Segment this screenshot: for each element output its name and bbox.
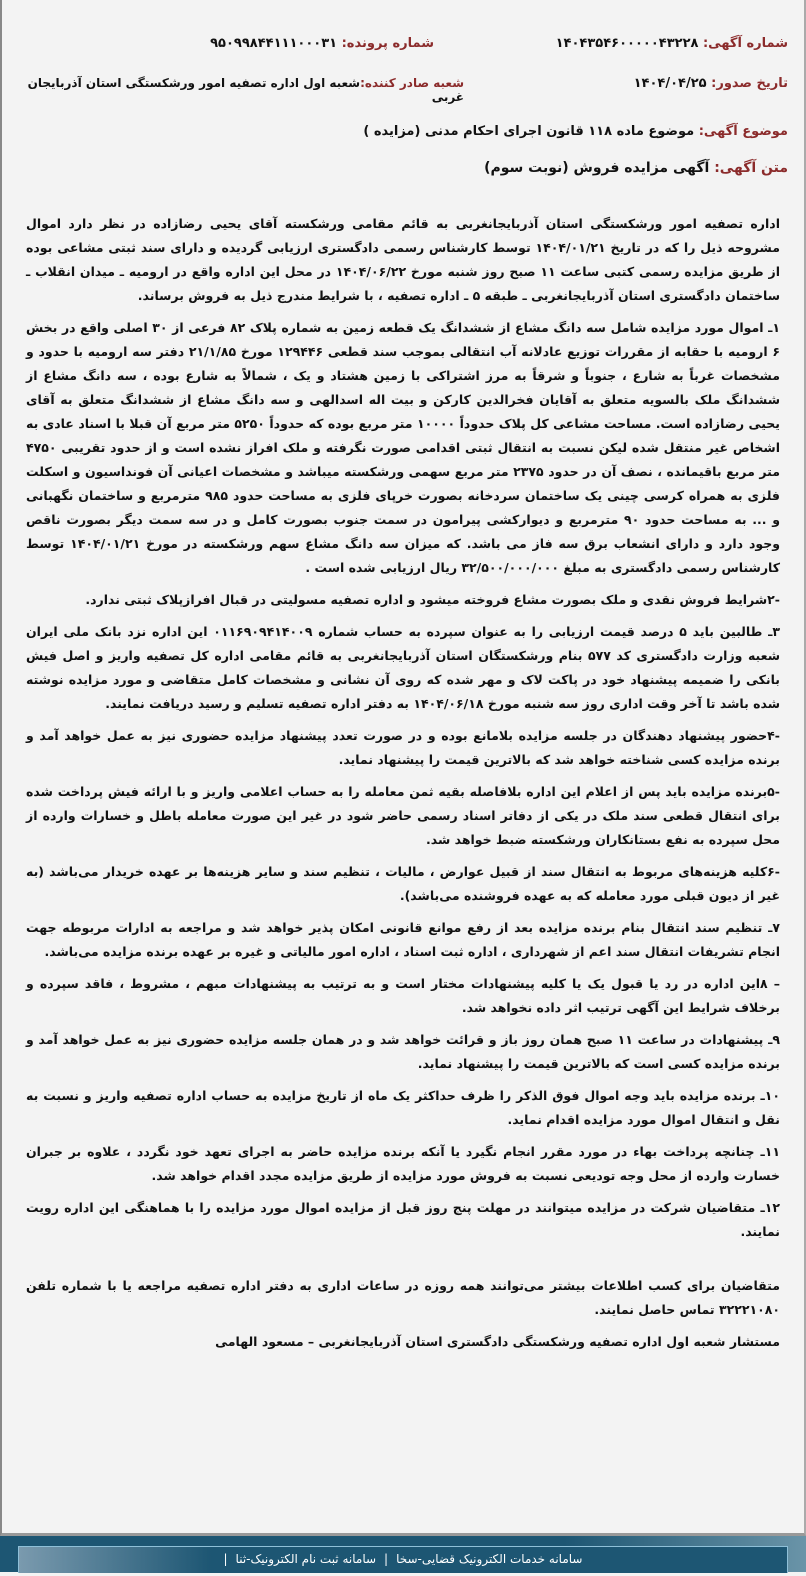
clause-8: – ۸این اداره در رد یا قبول یک یا کلیه پیشنهادات مختار است و به ترتیب به پیشنهادات مبهم ، مشروط ، فاقد سپرده و برخلاف شرایط این آگهی ترتیب اثر داده نخواهد شد. [26, 976, 780, 1015]
sakha-link[interactable]: سامانه خدمات الکترونیک قضایی-سخا [396, 1552, 583, 1566]
case-number-value: ۹۵۰۹۹۸۴۴۱۱۱۰۰۰۳۱ [210, 36, 338, 51]
clause-12: ۱۲ـ متقاضیان شرکت در مزایده میتوانند در مهلت پنج روز قبل از مزایده اموال مورد مزایده را با هماهنگی این اداره رویت نمایند. [26, 1200, 780, 1239]
issue-date-label: تاریخ صدور: [711, 76, 788, 91]
notice-title [484, 160, 788, 176]
sana-link[interactable]: سامانه ثبت نام الکترونیک-ثنا [235, 1552, 377, 1566]
clause-5: -۵برنده مزایده باید پس از اعلام این اداره بلافاصله بقیه ثمن معامله را به حساب اعلامی واریز و با ارائه فیش پرداخت شده برای انتقال قطعی سند ملک در یکی از دفاتر اسناد رسمی حاضر شود در غیر این صورت معامله باطل و خسارات وارده از محل سپرده به نفع بستانکاران ورشکسته ضبط خواهد شد. [26, 784, 780, 847]
signature: مستشار شعبه اول اداره تصفیه ورشکستگی دادگستری استان آذربایجانغربی – مسعود الهامی [215, 1334, 780, 1349]
footer-bar [0, 1536, 806, 1572]
issuer-label: شعبه صادر کننده: [360, 76, 464, 90]
clause-3: ۳ـ طالبین باید ۵ درصد قیمت ارزیابی را به عنوان سپرده به حساب شماره ۰۱۱۶۹۰۹۴۱۴۰۰۹ این اداره نزد بانک ملی ایران شعبه وزارت دادگستری کد ۵۷۷ بنام ورشکستگان استان آذربایجانغربی به قائم مقامی اداره کل تصفیه واریز و اصل فیش بانکی را ضمیمه پیشنهاد خود در پاکت لاک و مهر شده که روی آن نشانی و مشخصات کامل متقاضی و مورد مزایده نوشته شده باشد تا آخر وقت اداری روز سه شنبه مورخ ۱۴۰۴/۰۶/۱۸ به دفتر اداره تصفیه تسلیم و رسید دریافت نمایند. [26, 624, 781, 711]
intro-paragraph: اداره تصفیه امور ورشکستگی استان آذربایجانغربی به قائم مقامی ورشکسته آقای یحیی رضازاده در نظر دارد اموال مشروحه ذیل را که در تاریخ ۱۴۰۴/۰۱/۲۱ توسط کارشناس رسمی دادگستری ارزیابی گردیده و دارای سند ثبتی مشاعی بوده از طریق مزایده رسمی کتبی ساعت ۱۱ صبح روز شنبه مورخ ۱۴۰۴/۰۶/۲۲ در محل این اداره واقع در ارومیه ـ میدان انقلاب ـ ساختمان دادگستری استان آذربایجانغربی ـ طبقه ۵ ـ اداره تصفیه ، با شرایط مندرج ذیل به فروش برساند. [26, 216, 781, 303]
text-title: آگهی مزایده فروش (نوبت سوم) [484, 160, 710, 176]
clause-2: -۲شرایط فروش نقدی و ملک بصورت مشاع فروخته میشود و اداره تصفیه مسولیتی در قبال افرازپلاک ثبتی ندارد. [85, 592, 780, 607]
clause-1: ۱ـ اموال مورد مزایده شامل سه دانگ مشاع از ششدانگ یک قطعه زمین به شماره پلاک ۸۲ فرعی از ۳۰ اصلی واقع در بخش ۶ ارومیه با حقابه از مقررات توزیع عادلانه آب انتقالی بموجب سند قطعی ۱۲۹۴۴۶ مورخ ۲۱/۱/۸۵ دفتر سه ارومیه با حدود و مشخصات غرباً به شارع ، جنوباً و شرقاً به مرز اشتراکی با زمین هشتاد و یک ، شمالاً به شارع بوده ، سه دانگ مشاع از ششدانگ ملک بالسویه متعلق به آقایان فخرالدین کارکن و بیت اله اسدالهی و سه دانگ مشاع از ششدانگ متعلق به آقای یحیی رضازاده است. مساحت مشاعی کل پلاک حدوداً ۱۰۰۰۰ متر مربع بوده که حدوداً ۵۲۵۰ متر مربع آن قبلا با اسناد عادی به اشخاص غیر منتقل شده لیکن نسبت به انتقال ثبتی اقدامی صورت نگرفته و ملک افراز نشده است و از حدود تقریبی ۴۷۵۰ متر مربع باقیمانده ، نصف آن در حدود ۲۳۷۵ متر مربع سهمی ورشکسته میباشد و مشخصات اعیانی آن فونداسیون و اسکلت فلزی به همراه کرسی چینی یک ساختمان سردخانه بصورت خرپای فلزی به مساحت حدود ۹۸۵ مترمربع و ساختمان نگهبانی و ... به مساحت حدود ۹۰ مترمربع و دیوارکشی پیرامون در سمت جنوب بصورت کامل و در سه سمت دیگر بصورت ناقص وجود دارد و دارای انشعاب برق سه فاز می باشد. که میزان سه دانگ مشاع سهم ورشکسته در مورخ ۱۴۰۴/۰۱/۲۱ توسط کارشناس رسمی دادگستری به مبلغ ۳۲/۵۰۰/۰۰۰/۰۰۰ ریال ارزیابی شده است . [26, 320, 781, 575]
contact-info: متقاضیان برای کسب اطلاعات بیشتر می‌توانند همه روزه در ساعات اداری به دفتر اداره تصفیه مراجعه یا با شماره تلفن ۳۲۲۲۱۰۸۰ تماس حاصل نمایند. [26, 1278, 780, 1317]
subject-value: موضوع ماده ۱۱۸ قانون اجرای احکام مدنی (مزایده ) [363, 124, 695, 139]
clause-7: ۷ـ تنظیم سند انتقال بنام برنده مزایده بعد از رفع موانع قانونی امکان پذیر خواهد شد و مراجعه به ادارات مربوطه جهت انجام تشریفات انتقال سند اعم از شهرداری ، اداره ثبت اسناد ، اداره امور مالیاتی و غیره بر عهده برنده مزایده می‌باشد. [26, 920, 780, 959]
clause-11: ۱۱ـ چنانچه پرداخت بهاء در مورد مقرر انجام نگیرد یا آنکه برنده مزایده حاضر به اجرای تعهد خود نگردد ، علاوه بر جبران خسارت وارده از محل وجه تودیعی نسبت به فروش مورد مزایده از طریق مزایده مجدد اقدام خواهد شد. [26, 1144, 780, 1183]
ad-number [556, 36, 788, 51]
clause-6: -۶کلیه هزینه‌های مربوط به انتقال سند از قبیل عوارض ، مالیات ، تنظیم سند و سایر هزینه‌ها بر عهده خریدار می‌باشد (به غیر از دیون قبلی مورد معامله که به عهده فروشنده می‌باشد). [26, 864, 780, 903]
case-number-label: شماره پرونده: [341, 36, 434, 51]
notice-body [26, 212, 780, 1354]
clause-9: ۹ـ پیشنهادات در ساعت ۱۱ صبح همان روز باز و قرائت خواهد شد و در همان جلسه مزایده حضوری نیز به عمل خواهد آمد و برنده مزایده کسی است که بالاترین قیمت را پیشنهاد نماید. [26, 1032, 780, 1071]
issuer-value: شعبه اول اداره تصفیه امور ورشکستگی استان آذربایجان غربی [27, 76, 464, 104]
subject-label: موضوع آگهی: [698, 124, 788, 139]
issue-date-value: ۱۴۰۴/۰۴/۲۵ [633, 76, 707, 91]
clause-10: ۱۰ـ برنده مزایده باید وجه اموال فوق الذکر را ظرف حداکثر یک ماه از تاریخ مزایده به حساب اداره تصفیه واریز و نسبت به نقل و انتقال اموال مورد مزایده اقدام نماید. [26, 1088, 780, 1127]
separator: | [223, 1552, 228, 1566]
separator: | [384, 1552, 389, 1566]
clause-4: -۴حضور پیشنهاد دهندگان در جلسه مزایده بلامانع بوده و در صورت تعدد پیشنهاد مزایده حضوری نیز به عمل خواهد آمد و برنده مزایده کسی شناخته خواهد شد که بالاترین قیمت را پیشنهاد نماید. [26, 728, 780, 767]
issue-date [634, 76, 788, 91]
footer-links [18, 1546, 788, 1573]
case-number [210, 36, 434, 51]
ad-number-value: ۱۴۰۴۳۵۴۶۰۰۰۰۰۴۳۲۲۸ [555, 36, 699, 51]
ad-number-label: شماره آگهی: [702, 36, 788, 51]
subject [363, 124, 788, 139]
text-label: متن آگهی: [714, 160, 788, 176]
issuer [10, 76, 464, 104]
